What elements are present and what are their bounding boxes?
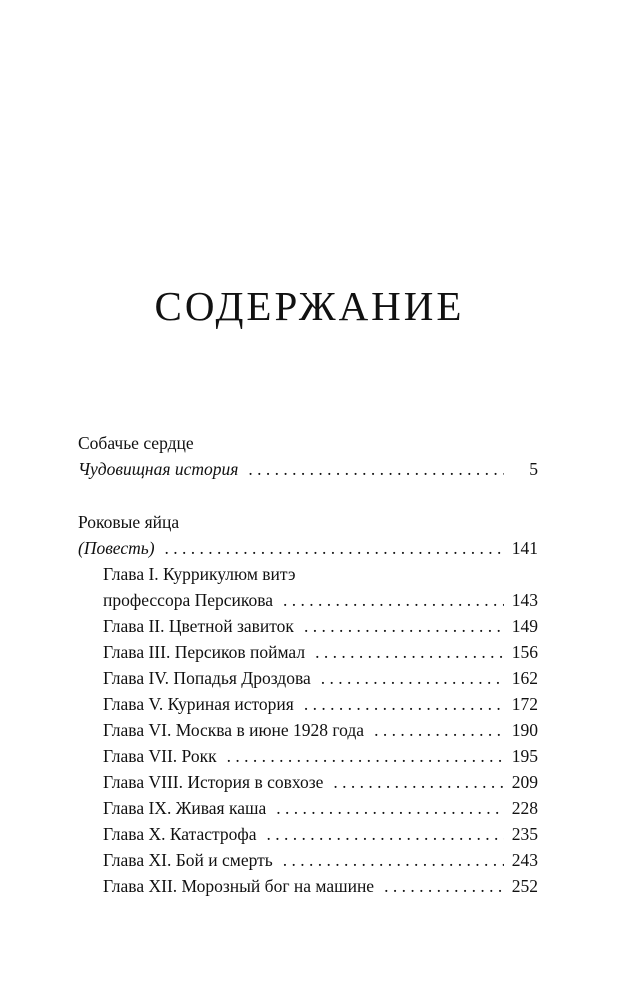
- page-number: 209: [511, 772, 538, 792]
- toc-entry[interactable]: [78, 691, 538, 717]
- dot-leader: [333, 769, 503, 795]
- entry-label: Глава VI. Москва в июне 1928 года: [103, 720, 365, 740]
- entry-label: (Повесть): [78, 538, 155, 558]
- page-number: 172: [511, 694, 538, 714]
- entry-label: Глава XII. Морозный бог на машине: [103, 876, 375, 896]
- section-title: Роковые яйца: [78, 512, 180, 532]
- toc-entry[interactable]: [78, 717, 538, 743]
- toc-entry[interactable]: [78, 665, 538, 691]
- chapter-title-line: Глава I. Куррикулюм витэ: [103, 564, 296, 584]
- entry-label: Глава V. Куриная история: [103, 694, 294, 714]
- page-number: 235: [511, 824, 538, 844]
- entry-label: Глава III. Персиков поймал: [103, 642, 306, 662]
- page-number: 156: [511, 642, 538, 662]
- page-number: 195: [511, 746, 538, 766]
- dot-leader: [283, 847, 504, 873]
- entry-label: Глава VIII. История в совхозе: [103, 772, 324, 792]
- page-number: 162: [511, 668, 538, 688]
- dot-leader: [266, 821, 503, 847]
- toc-entry[interactable]: [78, 795, 538, 821]
- toc-entry[interactable]: [78, 456, 538, 482]
- toc-entry[interactable]: [78, 821, 538, 847]
- entry-label: Чудовищная история: [78, 459, 239, 479]
- dot-leader: [321, 665, 504, 691]
- toc-entry[interactable]: [78, 743, 538, 769]
- dot-leader: [304, 613, 504, 639]
- dot-leader: [165, 535, 504, 561]
- page-number: 243: [511, 850, 538, 870]
- page-number: 143: [511, 590, 538, 610]
- toc-entry[interactable]: [78, 535, 538, 561]
- page-number: 190: [511, 720, 538, 740]
- page-number: 149: [511, 616, 538, 636]
- page-number: 252: [511, 876, 538, 896]
- entry-label: Глава XI. Бой и смерть: [103, 850, 273, 870]
- toc-entry[interactable]: [78, 587, 538, 613]
- toc-entry[interactable]: [78, 613, 538, 639]
- dot-leader: [283, 587, 504, 613]
- toc-entry[interactable]: [78, 847, 538, 873]
- toc-entry[interactable]: [78, 639, 538, 665]
- toc-entry[interactable]: [78, 769, 538, 795]
- toc-entry[interactable]: [78, 873, 538, 899]
- section-title: Собачье сердце: [78, 433, 194, 453]
- dot-leader: [276, 795, 504, 821]
- entry-label: Глава X. Катастрофа: [103, 824, 257, 844]
- entry-label: Глава VII. Рокк: [103, 746, 217, 766]
- page-number: 5: [529, 459, 538, 479]
- dot-leader: [248, 456, 504, 482]
- entry-label: профессора Персикова: [103, 590, 274, 610]
- page-number: 228: [511, 798, 538, 818]
- entry-label: Глава IV. Попадья Дроздова: [103, 668, 311, 688]
- dot-leader: [374, 717, 504, 743]
- entry-label: Глава II. Цветной завиток: [103, 616, 294, 636]
- entry-label: Глава IX. Живая каша: [103, 798, 267, 818]
- table-of-contents: [78, 430, 538, 899]
- page-title: СОДЕРЖАНИЕ: [154, 283, 465, 329]
- dot-leader: [304, 691, 504, 717]
- dot-leader: [384, 873, 504, 899]
- page-number: 141: [511, 538, 538, 558]
- dot-leader: [315, 639, 504, 665]
- dot-leader: [227, 743, 504, 769]
